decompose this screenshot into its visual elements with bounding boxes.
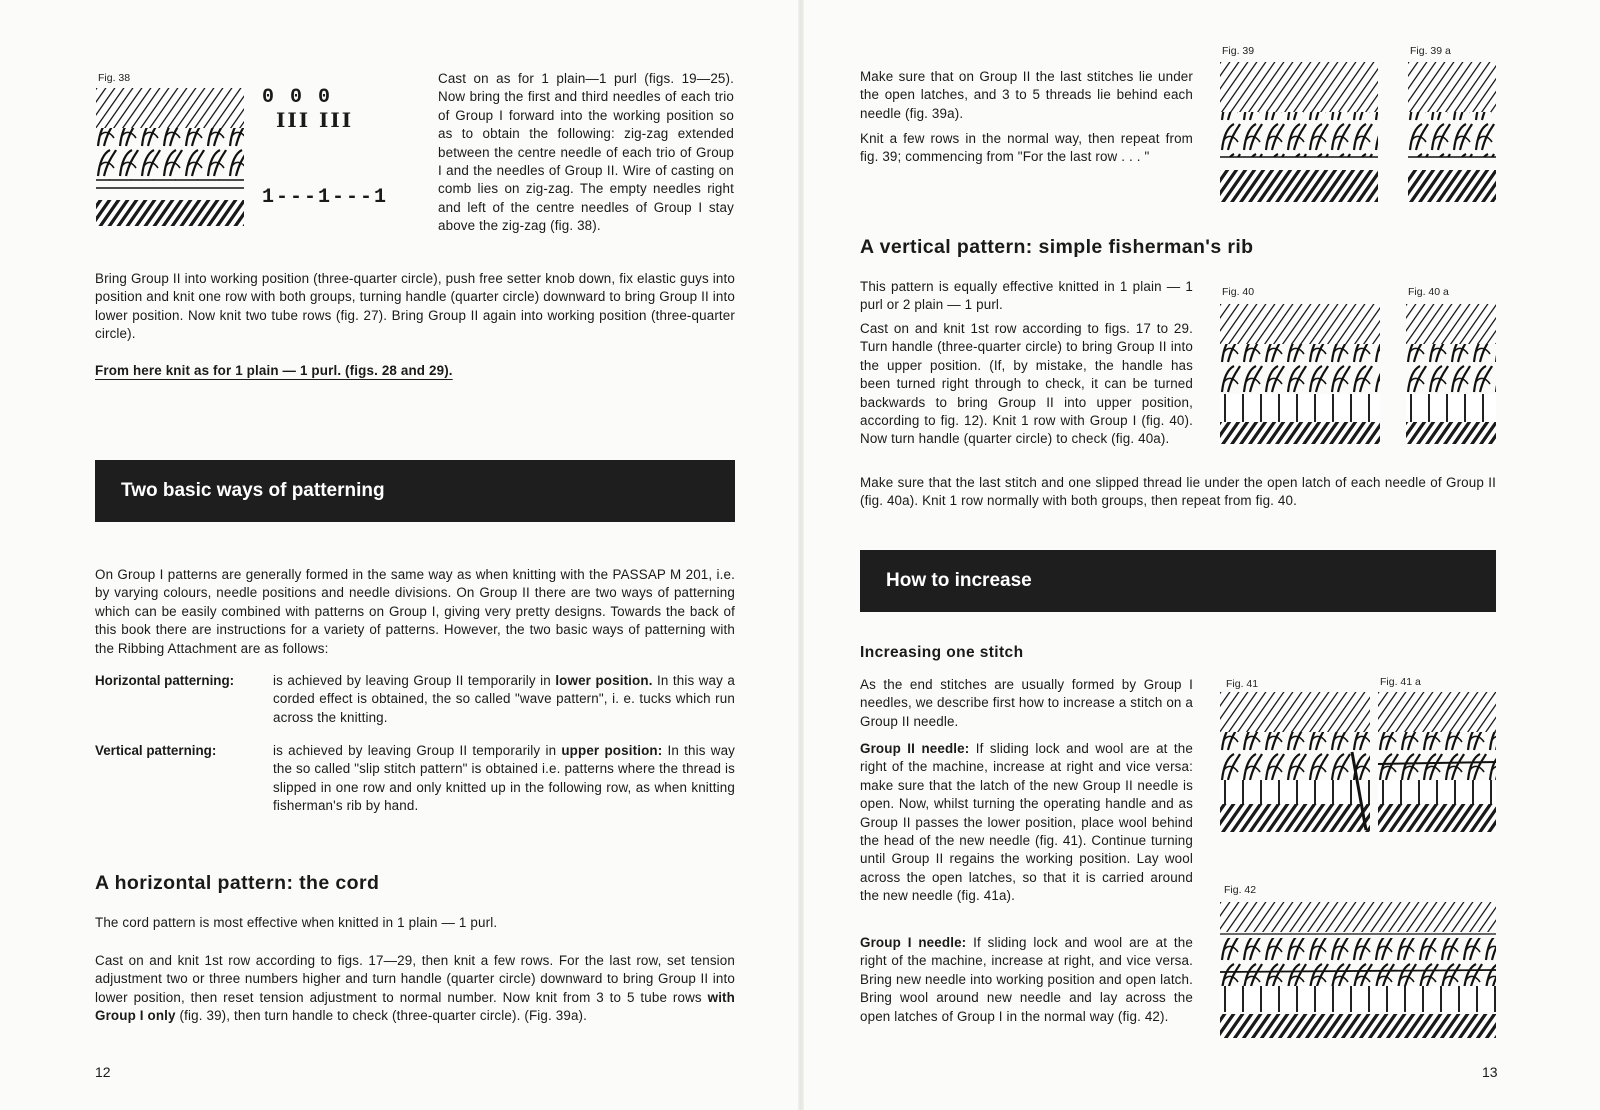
needle-code-bottom: 1---1---1 xyxy=(262,186,389,209)
fig-41a-label: Fig. 41 a xyxy=(1380,676,1421,688)
fig-40a-label: Fig. 40 a xyxy=(1408,286,1449,298)
subheading-increasing-one-stitch: Increasing one stitch xyxy=(860,644,1024,661)
fig-42-illustration xyxy=(1220,902,1496,1038)
fishermans-rib-effective-paragraph: This pattern is equally effective knitted in 1 plain — 1 purl or 2 plain — 1 purl. xyxy=(860,279,1193,313)
group1-needle-paragraph: Group I needle: If sliding lock and wool are at the right of the machine, increase at right, and vice versa. Bring new needle into working position and open latch. Bring wool around new needle and lay across the open latches of Group I in the normal way (fig. 42). xyxy=(860,935,1193,1024)
fig-39a-illustration xyxy=(1408,62,1496,202)
page-number-right: 13 xyxy=(1482,1064,1498,1080)
heading-vertical-fishermans-rib: A vertical pattern: simple fisherman's rib xyxy=(860,236,1254,258)
group2-last-stitches-paragraph: Make sure that on Group II the last stitches lie under the open latches, and 3 to 5 threads lie behind each needle (fig. 39a). xyxy=(860,69,1193,121)
fig-40-illustration xyxy=(1220,304,1380,444)
def-horizontal-patterning: is achieved by leaving Group II temporarily in lower position. In this way a corded effect is obtained, the so called "wave pattern", i. e. tucks which run across the knitting. xyxy=(273,673,736,725)
needle-code-top: 0 0 0 xyxy=(262,86,333,109)
fig-40-label: Fig. 40 xyxy=(1222,286,1255,298)
fishermans-rib-instructions: Cast on and knit 1st row according to figs. 17 to 29. Turn handle (three-quarter circle) to bring Group II into the upper position. (If, by mistake, the handle has been turned right through to check, it can be turned backwards to bring Group II into upper position, according to fig. 12). Knit 1 row with Group I (fig. 40). Now turn handle (quarter circle) to check (fig. 40a). xyxy=(860,321,1193,447)
patterning-intro-paragraph: On Group I patterns are generally formed in the same way as when knitting with the PASSAP M 201, i.e. by varying colours, needle positions and needle divisions. On Group II there are two ways of patterning which can be easily combined with patterns on Group I, giving very pretty designs. Towards the back of this book there are instructions for a variety of patterns. However, the two basic ways of patterning with the Ribbing Attachment are as follows: xyxy=(95,567,735,656)
cord-effective-paragraph: The cord pattern is most effective when knitted in 1 plain — 1 purl. xyxy=(95,915,498,930)
increase-intro-paragraph: As the end stitches are usually formed by Group I needles, we describe first how to increase a stitch on a Group II needle. xyxy=(860,677,1193,729)
knit-as-plain-note: From here knit as for 1 plain — 1 purl. (figs. 28 and 29). xyxy=(95,363,453,378)
needle-code-mid: III III xyxy=(276,108,354,132)
fig-38-illustration xyxy=(96,88,244,226)
banner-how-to-increase: How to increase xyxy=(860,550,1496,612)
heading-horizontal-cord: A horizontal pattern: the cord xyxy=(95,872,380,894)
fig-42-label: Fig. 42 xyxy=(1224,884,1257,896)
knit-few-rows-paragraph: Knit a few rows in the normal way, then repeat from fig. 39; commencing from "For the last row . . . " xyxy=(860,131,1193,165)
fig-39-illustration xyxy=(1220,62,1378,202)
def-vertical-patterning: is achieved by leaving Group II temporarily in upper position: In this way the so called "slip stitch pattern" is obtained i.e. patterns where the thread is slipped in one row and only knitted up in the following row, as when knitting fisherman's rib by hand. xyxy=(273,743,736,814)
fig-40a-illustration xyxy=(1406,304,1496,444)
group2-needle-paragraph: Group II needle: If sliding lock and wool are at the right of the machine, increase at right and vice versa: make sure that the latch of the new Group II needle is open. Now, whilst turning the operating handle and as Group II passes the lower position, place wool behind the head of the new needle (fig. 41). Continue turning until Group II regains the working position. Lay wool across the open latches, so that it is carried around the new needle (fig. 41a). xyxy=(860,741,1193,904)
fig-41a-illustration xyxy=(1378,692,1496,832)
fig-39a-label: Fig. 39 a xyxy=(1410,45,1451,57)
book-gutter xyxy=(798,0,804,1110)
last-stitch-slipped-paragraph: Make sure that the last stitch and one slipped thread lie under the open latch of each needle of Group II (fig. 40a). Knit 1 row normally with both groups, then repeat from fig. 40. xyxy=(860,475,1496,509)
group2-working-paragraph: Bring Group II into working position (three-quarter circle), push free setter knob down, fix elastic guys into position and knit one row with both groups, turning handle (quarter circle) downward to bring Group II into lower position. Now knit two tube rows (fig. 27). Bring Group II again into working position (three-quarter circle). xyxy=(95,271,735,342)
fig-41-label: Fig. 41 xyxy=(1226,678,1259,690)
cord-instructions-paragraph: Cast on and knit 1st row according to figs. 17—29, then knit a few rows. For the last row, set tension adjustment two or three numbers higher and turn handle (quarter circle) downward to bring Group II into lower position, then reset tension adjustment to normal number. Now knit from 3 to 5 tube rows with Group I only (fig. 39), then turn handle to check (three-quarter circle). (Fig. 39a). xyxy=(95,953,735,1024)
page-number-left: 12 xyxy=(95,1064,111,1080)
fig-39-label: Fig. 39 xyxy=(1222,45,1255,57)
term-vertical-patterning: Vertical patterning: xyxy=(95,743,217,758)
fig38-instructions: Cast on as for 1 plain—1 purl (figs. 19—25). Now bring the first and third needles of each trio of Group I forward into the working position so as to obtain the following: zig-zag extended between the centre needle of each trio of Group I and the needles of Group II. Wire of casting on comb lies on zig-zag. The empty needles right and left of the centre needles of Group I stay above the zig-zag (fig. 38). xyxy=(438,71,734,234)
fig-38-label: Fig. 38 xyxy=(98,72,131,84)
fig-41-illustration xyxy=(1220,692,1370,832)
banner-two-basic-ways: Two basic ways of patterning xyxy=(95,460,735,522)
term-horizontal-patterning: Horizontal patterning: xyxy=(95,673,235,688)
